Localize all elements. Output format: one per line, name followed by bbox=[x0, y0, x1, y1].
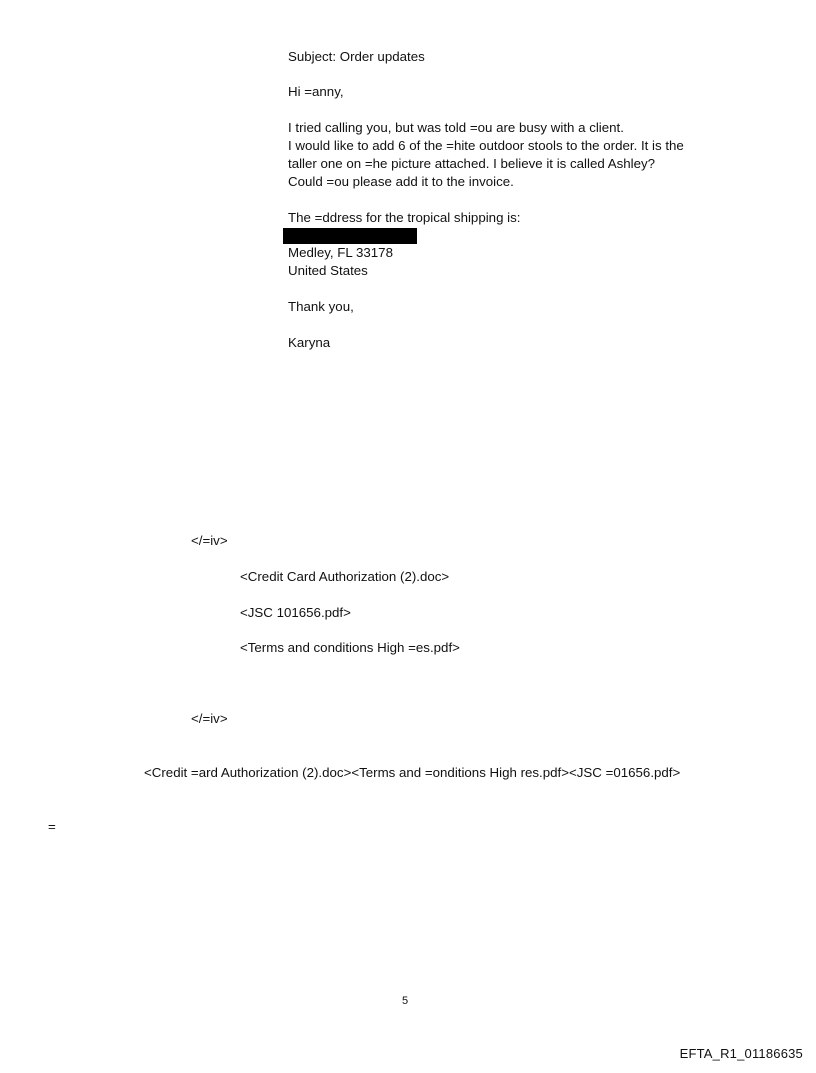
email-body-line: I tried calling you, but was told =ou are busy with a client. bbox=[288, 120, 624, 135]
page-number: 5 bbox=[402, 995, 409, 1007]
address-intro: The =ddress for the tropical shipping is: bbox=[288, 210, 521, 225]
email-subject: Subject: Order updates bbox=[288, 49, 425, 64]
address-city: Medley, FL 33178 bbox=[288, 245, 393, 260]
bates-number: EFTA_R1_01186635 bbox=[679, 1046, 803, 1061]
attachment-item: <Credit Card Authorization (2).doc> bbox=[240, 569, 450, 584]
attachment-item: <JSC 101656.pdf> bbox=[240, 605, 351, 620]
email-signature: Karyna bbox=[288, 335, 331, 350]
email-body-line: I would like to add 6 of the =hite outdoor stools to the order. It is the bbox=[288, 138, 684, 153]
redaction-bar bbox=[283, 228, 417, 244]
closing-div-tag: </=iv> bbox=[191, 533, 228, 548]
address-country: United States bbox=[288, 263, 368, 278]
stray-character: = bbox=[48, 819, 56, 834]
closing-div-tag: </=iv> bbox=[191, 711, 228, 726]
email-body-line: taller one on =he picture attached. I believe it is called Ashley? bbox=[288, 156, 656, 171]
email-greeting: Hi =anny, bbox=[288, 84, 344, 99]
attachment-summary: <Credit =ard Authorization (2).doc><Terms and =onditions High res.pdf><JSC =01656.pdf> bbox=[144, 765, 681, 780]
email-body-line: Could =ou please add it to the invoice. bbox=[288, 174, 514, 189]
attachment-item: <Terms and conditions High =es.pdf> bbox=[240, 640, 460, 655]
email-closing: Thank you, bbox=[288, 299, 354, 314]
